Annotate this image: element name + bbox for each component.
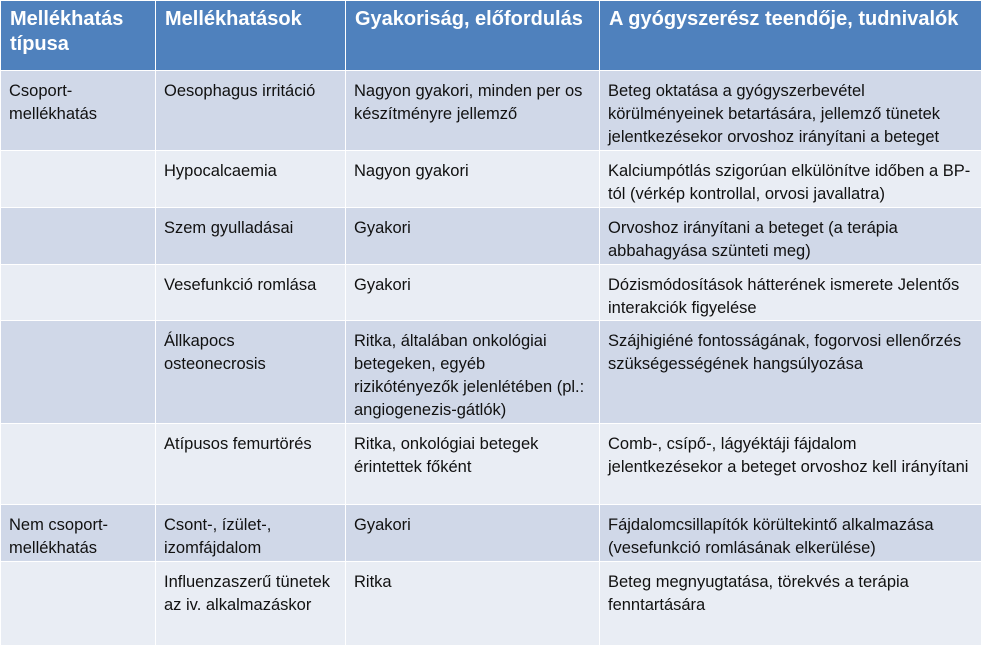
header-effect: Mellékhatások — [156, 1, 346, 71]
cell-frequency: Gyakori — [346, 208, 600, 265]
cell-action: Orvoshoz irányítani a beteget (a terápia abbahagyása szünteti meg) — [600, 208, 981, 265]
cell-type — [1, 151, 156, 208]
cell-frequency: Gyakori — [346, 505, 600, 562]
cell-type — [1, 424, 156, 505]
cell-type: Csoport-mellékhatás — [1, 71, 156, 151]
table-row — [1, 265, 981, 321]
cell-action: Dózismódosítások hátterének ismerete Jelentős interakciók figyelése — [600, 265, 981, 321]
header-action: A gyógyszerész teendője, tudnivalók — [600, 1, 981, 71]
cell-action: Beteg megnyugtatása, törekvés a terápia fenntartására — [600, 562, 981, 645]
cell-effect: Oesophagus irritáció — [156, 71, 346, 151]
cell-type — [1, 562, 156, 645]
cell-effect: Szem gyulladásai — [156, 208, 346, 265]
cell-effect: Influenzaszerű tünetek az iv. alkalmazáskor — [156, 562, 346, 645]
cell-effect: Csont-, ízület-, izomfájdalom — [156, 505, 346, 562]
cell-type — [1, 265, 156, 321]
cell-frequency: Ritka — [346, 562, 600, 645]
cell-frequency: Nagyon gyakori — [346, 151, 600, 208]
table-row — [1, 71, 981, 151]
table-row — [1, 562, 981, 645]
cell-action: Comb-, csípő-, lágyéktáji fájdalom jelentkezésekor a beteget orvoshoz kell irányítani — [600, 424, 981, 505]
cell-effect: Hypocalcaemia — [156, 151, 346, 208]
cell-effect: Vesefunkció romlása — [156, 265, 346, 321]
cell-action: Fájdalomcsillapítók körültekintő alkalmazása (vesefunkció romlásának elkerülése) — [600, 505, 981, 562]
cell-action: Beteg oktatása a gyógyszerbevétel körülményeinek betartására, jellemző tünetek jelentkezésekor orvoshoz irányítani a beteget — [600, 71, 981, 151]
cell-action: Kalciumpótlás szigorúan elkülönítve időben a BP-tól (vérkép kontrollal, orvosi javallatra) — [600, 151, 981, 208]
cell-frequency: Gyakori — [346, 265, 600, 321]
table-row — [1, 505, 981, 562]
cell-frequency: Ritka, onkológiai betegek érintettek főként — [346, 424, 600, 505]
header-row — [1, 1, 981, 71]
cell-frequency: Ritka, általában onkológiai betegeken, egyéb rizikótényezők jelenlétében (pl.: angiogenezis-gátlók) — [346, 321, 600, 424]
table-row — [1, 424, 981, 505]
cell-type — [1, 208, 156, 265]
cell-frequency: Nagyon gyakori, minden per os készítményre jellemző — [346, 71, 600, 151]
header-type: Mellékhatás típusa — [1, 1, 156, 71]
header-frequency: Gyakoriság, előfordulás — [346, 1, 600, 71]
cell-type: Nem csoport-mellékhatás — [1, 505, 156, 562]
cell-type — [1, 321, 156, 424]
table-row — [1, 321, 981, 424]
cell-effect: Állkapocs osteonecrosis — [156, 321, 346, 424]
cell-effect: Atípusos femurtörés — [156, 424, 346, 505]
table-row — [1, 208, 981, 265]
cell-action: Szájhigiéné fontosságának, fogorvosi ellenőrzés szükségességének hangsúlyozása — [600, 321, 981, 424]
table-row — [1, 151, 981, 208]
